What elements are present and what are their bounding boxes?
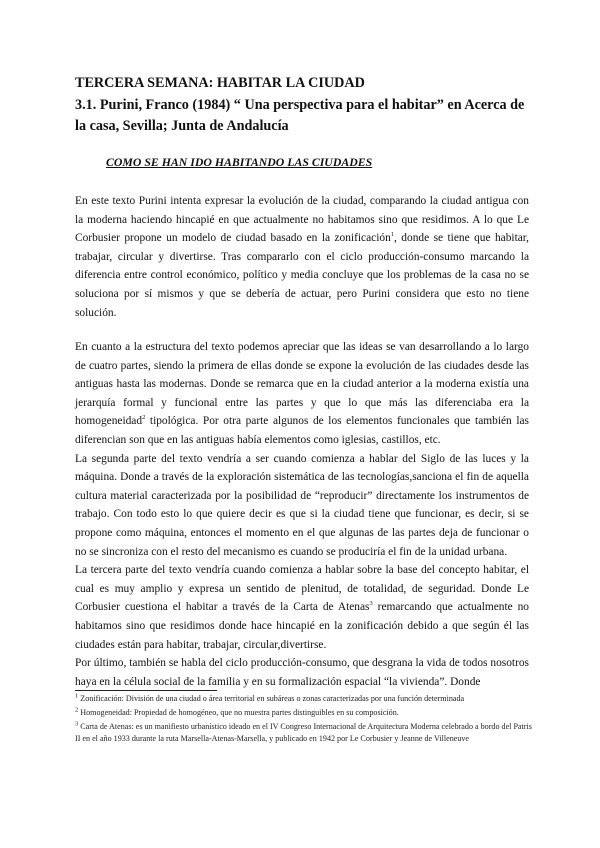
footnote-1 — [75, 693, 533, 705]
reference-heading: 3.1. Purini, Franco (1984) “ Una perspectiva para el habitar” en Acerca de la casa, Sevilla; Junta de Andalucía — [75, 97, 525, 134]
footnote-ref-2: 2 — [142, 414, 146, 422]
footnote-marker: 1 — [75, 692, 79, 700]
footnote-3 — [75, 721, 533, 746]
paragraph-last-part: Por último, también se habla del ciclo producción-consumo, que desgrana la vida de todos nosotros haya en la célula social de la familia y en su formalización espacial “la vivienda”. Donde — [75, 657, 529, 688]
paragraph-text: , donde se tiene que habitar, trabajar, circular y divertirse. Tras compararlo con el ciclo producción-consumo marcando la diferencia entre control económico, político y media concluye que los problemas de la casa no se soluciona por sí mismos y que se debería de actuar, pero Purini considera que esto no tiene solución. — [75, 232, 529, 319]
paragraph-second-part: La segunda parte del texto vendría a ser cuando comienza a hablar del Siglo de las luces y la máquina. Donde a través de la exploración sistemática de las tecnologías,sanciona el fin de aquella cultura material caracterizada por la posibilidad de “reproducir” directamente los instrumentos de trabajo. Con todo esto lo que quiere decir es que si la ciudad tiene que funcionar, es decir, si se propone como máquina, entonces el momento en el que algunas de las partes deja de funcionar o no se sincroniza con el resto del mecanismo es cuando se produciría el fin de la unidad urbana. — [75, 452, 529, 558]
footnote-ref-3: 3 — [369, 600, 373, 608]
footnotes — [75, 693, 533, 747]
footnote-divider — [75, 690, 217, 691]
paragraph-text: remarcando que actualmente no habitamos sino que residimos donde hace hincapié en la zonificación debido a que según él las ciudades están para habitar, trabajar, circular,divertirse. — [75, 601, 529, 651]
footnote-text: Homogeneidad: Propiedad de homogéneo, que no muestra partes distinguibles en su composición. — [80, 708, 399, 717]
footnote-ref-1: 1 — [390, 231, 395, 239]
footnote-text: Carta de Atenas: es un manifiesto urbanístico ideado en el IV Congreso Internacional de Arquitectura Moderna celebrado a bordo del Patris II en el año 1933 durante la ruta Marsella-Atenas-Marsella, y publicado en 1942 por Le Corbusier y Jeanne de Villeneuve — [75, 722, 532, 744]
footnote-text: Zonificación: División de una ciudad o área territorial en subáreas o zonas caracterizadas por una función determinada — [80, 694, 465, 703]
footnote-2 — [75, 707, 533, 719]
section-title: COMO SE HAN IDO HABITANDO LAS CIUDADES — [106, 155, 373, 169]
paragraph-text: La tercera parte del texto vendría cuando comienza a hablar sobre la base del concepto habitar, el cual es muy amplio y expresa un sentido de plenitud, de totalidad, de seguridad. Donde Le Corbusier cuestiona el habitar a través de la Carta de Atenas — [75, 564, 529, 614]
paragraph-structure — [75, 338, 529, 691]
paragraph-text: En este texto Purini intenta expresar la evolución de la ciudad, comparando la ciudad antigua con la moderna haciendo hincapié en que actualmente no habitamos sino que residimos. A lo que Le Corbusier propone un modelo de ciudad basado en la zonificación — [75, 195, 529, 245]
footnote-marker: 3 — [75, 720, 79, 728]
paragraph-intro — [75, 192, 529, 322]
page-title: TERCERA SEMANA: HABITAR LA CIUDAD — [75, 75, 365, 91]
paragraph-text: En cuanto a la estructura del texto podemos apreciar que las ideas se van desarrollando a lo largo de cuatro partes, siendo la primera de ellas donde se expone la evolución de las ciudades desde las antiguas hasta las modernas. Donde se remarca que en la ciudad anterior a la moderna existía una jerarquía formal y funcional entre las partes y que lo que más las diferenciaba era la homogeneidad — [75, 341, 529, 428]
paragraph-text: tipológica. Por otra parte algunos de los elementos funcionales que también las diferencian son que en las antiguas había elementos como iglesias, castillos, etc. — [75, 415, 529, 446]
footnote-marker: 2 — [75, 706, 79, 714]
